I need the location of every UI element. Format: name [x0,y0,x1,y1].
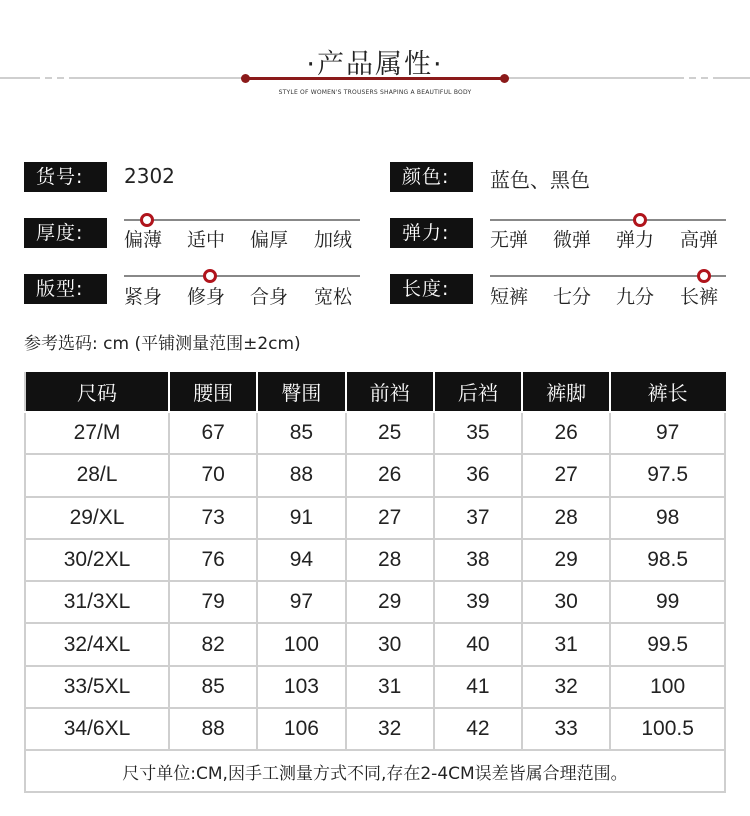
length-label: 长度: [390,274,473,304]
thickness-scale [124,219,360,221]
table-cell: 35 [434,412,522,454]
table-cell: 37 [434,497,522,539]
elasticity-option: 微弹 [553,229,592,251]
table-cell: 70 [169,454,257,496]
length-selected-marker [697,269,711,283]
elasticity-option: 无弹 [490,229,529,251]
table-row [25,539,725,581]
elasticity-label: 弹力: [390,218,473,248]
size-table-header-row [25,372,725,412]
length-option: 短裤 [490,286,529,308]
color-label: 颜色: [390,162,473,192]
column-header: 前裆 [346,372,434,412]
thickness-option: 加绒 [314,229,353,251]
table-cell: 100.5 [610,708,725,750]
table-cell: 31 [522,623,610,665]
table-cell: 73 [169,497,257,539]
elasticity-option: 弹力 [616,229,655,251]
length-option: 七分 [553,286,592,308]
column-header: 后裆 [434,372,522,412]
table-row [25,708,725,750]
table-cell: 29 [346,581,434,623]
table-cell: 36 [434,454,522,496]
table-row [25,454,725,496]
table-cell: 85 [257,412,345,454]
table-cell: 103 [257,666,345,708]
table-cell: 100 [257,623,345,665]
table-cell: 28 [346,539,434,581]
table-cell: 67 [169,412,257,454]
table-cell: 29 [522,539,610,581]
table-cell: 79 [169,581,257,623]
table-cell: 38 [434,539,522,581]
fit-option: 合身 [250,286,289,308]
table-row [25,497,725,539]
table-cell: 33 [522,708,610,750]
size-table [24,372,726,793]
table-footer-row [25,750,725,792]
table-cell: 82 [169,623,257,665]
table-cell: 31/3XL [25,581,169,623]
page-title: ·产品属性· [306,49,444,80]
table-cell: 88 [169,708,257,750]
thickness-option: 偏厚 [250,229,289,251]
table-cell: 31 [346,666,434,708]
table-cell: 28/L [25,454,169,496]
table-row [25,581,725,623]
size-reference-note: 参考选码: cm (平铺测量范围±2cm) [24,334,301,354]
column-header: 尺码 [25,372,169,412]
table-cell: 30 [522,581,610,623]
table-cell: 30/2XL [25,539,169,581]
table-cell: 98.5 [610,539,725,581]
elasticity-scale [490,219,726,221]
table-cell: 30 [346,623,434,665]
table-cell: 32/4XL [25,623,169,665]
table-cell: 97 [257,581,345,623]
column-header: 臀围 [257,372,345,412]
table-cell: 97 [610,412,725,454]
table-cell: 91 [257,497,345,539]
table-row [25,412,725,454]
table-cell: 25 [346,412,434,454]
table-cell: 27 [346,497,434,539]
fit-option: 紧身 [124,286,163,308]
table-cell: 85 [169,666,257,708]
table-cell: 34/6XL [25,708,169,750]
table-cell: 27/M [25,412,169,454]
table-cell: 32 [346,708,434,750]
table-cell: 27 [522,454,610,496]
column-header: 腰围 [169,372,257,412]
table-cell: 106 [257,708,345,750]
table-cell: 40 [434,623,522,665]
table-cell: 28 [522,497,610,539]
table-cell: 26 [522,412,610,454]
table-cell: 99 [610,581,725,623]
table-cell: 76 [169,539,257,581]
thickness-option: 适中 [187,229,226,251]
color-value: 蓝色、黑色 [490,168,590,192]
item-no-label: 货号: [24,162,107,192]
table-cell: 97.5 [610,454,725,496]
fit-scale [124,275,360,277]
table-cell: 42 [434,708,522,750]
table-row [25,623,725,665]
thickness-label: 厚度: [24,218,107,248]
fit-label: 版型: [24,274,107,304]
table-cell: 99.5 [610,623,725,665]
item-no-value: 2302 [124,164,175,188]
table-cell: 39 [434,581,522,623]
table-row [25,666,725,708]
column-header: 裤长 [610,372,725,412]
fit-option: 宽松 [314,286,353,308]
fit-selected-marker [203,269,217,283]
length-option: 长裤 [680,286,719,308]
table-cell: 29/XL [25,497,169,539]
length-option: 九分 [616,286,655,308]
table-cell: 32 [522,666,610,708]
column-header: 裤脚 [522,372,610,412]
table-cell: 94 [257,539,345,581]
elasticity-option: 高弹 [680,229,719,251]
table-cell: 100 [610,666,725,708]
table-cell: 88 [257,454,345,496]
table-footnote: 尺寸单位:CM,因手工测量方式不同,存在2-4CM误差皆属合理范围。 [25,750,725,792]
thickness-option: 偏薄 [124,229,163,251]
table-cell: 33/5XL [25,666,169,708]
fit-option: 修身 [187,286,226,308]
table-cell: 41 [434,666,522,708]
length-scale [490,275,726,277]
table-cell: 98 [610,497,725,539]
page-subtitle: STYLE OF WOMEN'S TROUSERS SHAPING A BEAUTIFUL BODY [278,89,472,96]
table-cell: 26 [346,454,434,496]
